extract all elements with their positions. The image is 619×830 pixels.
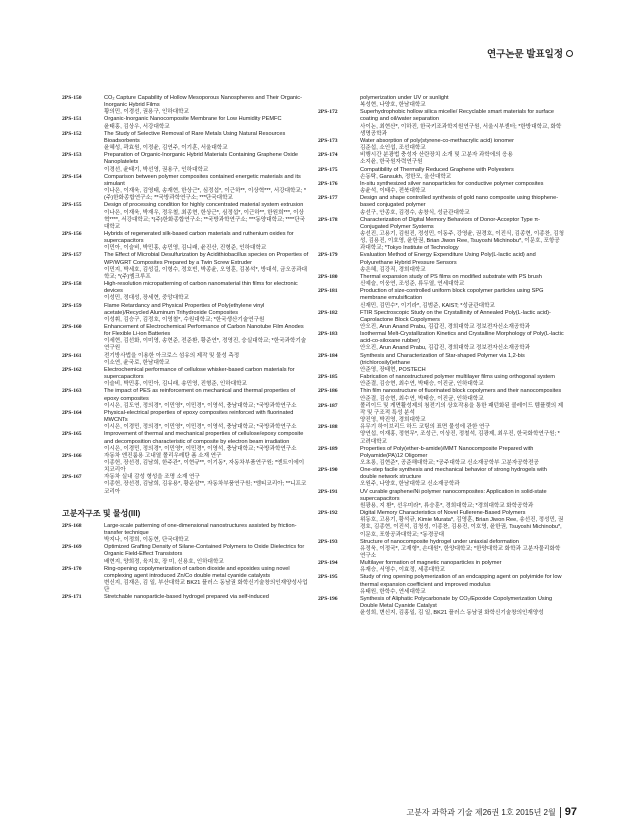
entry-id: 2PS-163 [62, 388, 82, 395]
entry-title: Thermal expansion study of PS films on modified substrate with PS brush [360, 273, 542, 280]
entry-authors: 이민아, 이슬비, 박민홍, 송민영, 김니래, 윤진산, 진형준, 인하대학교 [104, 245, 267, 252]
entry-authors: 이시은, 이경민, 정의경*, 이민영*, 이민경*, 이영석, 충남대학교; *국방과학연구소 [104, 424, 297, 431]
entry-title: High-resolution micropatterning of carbon nanomaterial thin films for electronic devices [104, 281, 298, 295]
entry-title: Thin film nanostructure of fluorinated block copolymers and their nanocomposites [360, 388, 562, 395]
program-entry [62, 131, 309, 152]
entry-title: UV curable graphene/Ni polymer nanocomposites: Application in solid-state supercapacitors [360, 488, 547, 502]
entry-id: 2PS-187 [318, 402, 338, 409]
entry-title: Stretchable nanoparticle-based hydrogel prepared via self-induced [104, 594, 269, 601]
entry-id: 2PS-174 [318, 152, 338, 159]
entry-body [360, 424, 565, 445]
entry-id: 2PS-193 [318, 538, 338, 545]
entry-authors: 이소연, 윤국로, 한남대학교 [104, 359, 170, 366]
program-entry [62, 453, 309, 474]
entry-authors: 신재민, 김민수*, 이기라*, 김범준, KAIST; *성균관대학교 [360, 302, 495, 309]
program-entry [318, 138, 565, 152]
left-entry-list-2 [62, 523, 309, 602]
entry-id: 2PS-164 [62, 409, 82, 416]
program-entry [318, 539, 565, 560]
entry-id: 2PS-172 [318, 109, 338, 116]
entry-authors: 오원주, 나양호, 한남대학교 신소재공학과 [360, 481, 460, 488]
program-entry [62, 353, 309, 367]
entry-id: 2PS-190 [318, 467, 338, 474]
program-entry [318, 424, 565, 445]
entry-body [360, 167, 565, 181]
entry-id: 2PS-192 [318, 510, 338, 517]
entry-title: Study of ring opening polymerization of an endcapping agent on polyimide for low thermal expansion coefficient and improved modulus [360, 574, 562, 588]
entry-authors: 안준결, 김승현, 최수연, 박태승, 이진균, 인하대학교 [360, 381, 484, 388]
entry-body [104, 231, 309, 252]
entry-title: 폴리이드 및 게면활성제의 첨전기의 상호작용을 통한 패턴화된 콜레이드 템플렛의 제작 및 구조적 특성 분석 [360, 402, 564, 416]
program-entry [62, 566, 309, 595]
entry-id: 2PS-196 [318, 595, 338, 602]
entry-id: 2PS-165 [62, 431, 82, 438]
entry-title: Properties of Poly(ether-b-amide)/MMT Nanocomposite Prepared with Polyamide(PA)12 Oligomer [360, 445, 534, 459]
entry-authors: 이민지, 박세호, 김성길, 이형수, 정호빈, 박종윤, 오영훈, 김봉석*, 방대석, 금오공과대학교; *(주)엠크루프 [104, 266, 308, 280]
program-entry [62, 594, 309, 601]
entry-title: Improvement of thermal and mechanical properties of cellulose/epoxy composite and decomposition characteristic of composite by electron beam irradiation [104, 431, 304, 445]
entry-authors: 윤혜성, 곽효원, 이정윤, 김연주, 이기훈, 서울대학교 [104, 145, 228, 152]
entry-id: 2PS-170 [62, 565, 82, 572]
entry-authors: 안준결, 김승현, 최수연, 박태승, 이진균, 인하대학교 [360, 395, 484, 402]
entry-title: Large-scale patterning of one-dimensional nanostructures assisted by friction-transfer technique [104, 522, 297, 536]
entry-authors: 이성민, 정대성, 장세현, 중앙대학교 [104, 295, 189, 302]
entry-id: 2PS-171 [62, 594, 82, 601]
entry-body [360, 446, 565, 467]
entry-title: Isothermal Melt-Crystallization Kinetics and Crystalline Morphology of Poly(L-lactic acid-co-siloxane rubber) [360, 331, 564, 345]
entry-id: 2PS-156 [62, 230, 82, 237]
entry-authors: 안오진, Arun Anand Prabu, 김갑진, 경희대학교 정보전자신소재공학과 [360, 345, 531, 352]
entry-title: Comparison between polymer composites contained energetic materials and its simulant [104, 173, 301, 187]
program-entry [318, 195, 565, 216]
entry-body [360, 181, 565, 195]
entry-id: 2PS-161 [62, 352, 82, 359]
entry-body [360, 195, 565, 216]
program-entry [62, 544, 309, 565]
entry-id: 2PS-188 [318, 424, 338, 431]
program-entry [62, 281, 309, 302]
entry-body [360, 510, 565, 539]
entry-id: 2PS-181 [318, 288, 338, 295]
entry-authors: 원광용, 지 환*, 선우미라*, 류승훈*, 경희대학교; *경희대학교 화학공학과 [360, 502, 534, 509]
entry-body [104, 303, 309, 324]
entry-body [104, 431, 309, 452]
entry-title: Compatibility of Thermally Reduced Graphene with Polyesters [360, 166, 514, 173]
program-entry [318, 596, 565, 617]
entry-id: 2PS-152 [62, 130, 82, 137]
circle-bullet-icon [566, 50, 573, 57]
entry-authors: 이종헌, 장선경, 김남희, 김유용*, 황운삼**, 자동차부품연구원; *엠티코리아; **니프코코리아 [104, 481, 307, 495]
program-entry [318, 95, 565, 109]
entry-authors: 유태원, 한학수, 연세대학교 [360, 588, 426, 595]
program-entry [318, 560, 565, 574]
entry-title: 유무기 하이브리드 하드 코팅의 표면 물성에 관한 연구 [360, 424, 490, 431]
entry-title: Preparation of Organic-Inorganic Hybrid Materials Containing Graphene Oxide Nanoplatelets [104, 152, 299, 166]
entry-body [104, 367, 309, 388]
entry-title: FTIR Spectroscopic Study on the Crystallinity of Annealed Poly(L-lactic acid)-Caprolactone Block Copolymers [360, 309, 551, 323]
entry-id: 2PS-180 [318, 273, 338, 280]
entry-authors: 손동탁, Gansukh, 정한모, 울산대학교 [360, 173, 452, 180]
entry-authors: 사이논, 최현산*, 이하진, 한국키조과학지원연구원, 서울시부센터; *한방대학교, 화학생명공학과 [360, 123, 562, 137]
left-entry-list [62, 95, 309, 496]
program-entry [62, 431, 309, 452]
entry-body [104, 594, 309, 601]
entry-body [360, 596, 565, 617]
entry-title: Evaluation Method of Energy Expenditure Using Poly(L-lactic acid) and Polyurethane Hybrid Pressure Sensors [360, 252, 536, 266]
entry-authors: 이나은, 이재욱, 김영태, 송재현, 한상근*, 심정섭*, 이근하**, 이상혁***, 서강대학교; *(주)한화종합연구소; **국방과학연구소; ***단국대학교 [104, 188, 307, 202]
entry-id: 2PS-155 [62, 202, 82, 209]
entry-authors: 이성휘, 김승구, 김정호, 이영철*, 수원대학교; *한국생산기술연구원 [104, 316, 265, 323]
entry-title: The Study of Selective Removal of Rare Metals Using Natural Resources Bioadsorbents [104, 130, 286, 144]
entry-body [360, 560, 565, 574]
entry-title: 전기방사법을 이용한 아크로스 섬유의 제작 및 물성 측정 [104, 352, 240, 359]
entry-authors: 배현지, 양희정, 육지호, 장 미, 신용호, 인하대학교 [104, 558, 224, 565]
entry-authors: 안오진, Arun Anand Prabu, 김갑진, 경희대학교 정보전자신소재공학과 [360, 324, 531, 330]
program-entry [62, 116, 309, 130]
entry-authors: 이세현, 김선화, 이미영, 송현준, 전준환, 황준연*, 정영진, 숭실대학교; *한국과학기술연구원 [104, 338, 307, 352]
program-entry [62, 388, 309, 409]
entry-id: 2PS-184 [318, 352, 338, 359]
entry-authors: 박지나, 이정희, 이동현, 단국대학교 [104, 537, 189, 544]
entry-id [318, 95, 360, 109]
program-entry [62, 324, 309, 353]
entry-id: 2PS-183 [318, 331, 338, 338]
entry-body [104, 566, 309, 595]
entry-authors: 송은혜, 김강직, 경희대학교 [360, 266, 426, 273]
program-entry [62, 367, 309, 388]
footer-divider [560, 807, 561, 818]
entry-body [104, 116, 309, 130]
program-entry [318, 288, 565, 309]
entry-authors: 송선진, 고용기, 김원진, 정성민, 이동주, 강영윤, 권경호, 이진식, 김종현, 이종찬, 김청성, 김용진, 이호영, 윤한권, Brian Jiwon Ree, Tsuyoshi Michinobu*, 이문호, 포항공과대학교; *Tokyo Institute of Technology [360, 230, 564, 252]
entry-authors: 오초롱, 김현준*, 공준해대학교; *공주대학교 신소재공학부 고분자공학전공 [360, 459, 539, 466]
entry-title: 비행시간 분광법 충성자 산란장치 소개 및 고분자 과학에의 응용 [360, 152, 513, 159]
entry-body [360, 331, 565, 352]
entry-title: Physical-electrical properties of epoxy composites reinforced with fluorinated MWCNTs [104, 409, 294, 424]
entry-authors: 유재승, 서영수, 이효정, 세종대학교 [360, 567, 445, 574]
program-entry [318, 374, 565, 388]
entry-id: 2PS-177 [318, 195, 338, 202]
entry-authors: 양진영, 박진영, 경희대학교 [360, 417, 426, 424]
entry-title: Ring-opening copolymerization of carbon dioxide and epoxides using novel complexing agent introduced Zn/Co double metal cyanide catalysts [104, 565, 290, 579]
program-entry [62, 174, 309, 203]
entry-id: 2PS-166 [62, 452, 82, 459]
program-entry [62, 410, 309, 431]
entry-id: 2PS-191 [318, 488, 338, 495]
entry-title: In-situ synthesized silver nanoparticles for conductive polymer composites [360, 180, 544, 187]
entry-title: Synthesis of Aliphatic Polycarbonate by CO₂/Epoxide Copolymerization Using Double Metal Cyanide Catalyst [360, 595, 553, 610]
entry-body [360, 138, 565, 152]
entry-authors: 이나은, 이재욱, 박재우, 정우철, 최종현, 한상근*, 심정섭*, 이근하**, 한원희***, 이상혁****, 서강대학교; *(주)한화종합연구소; **국방과학연구소; ***동양대학교; ****단국대학교 [104, 209, 306, 230]
entry-id: 2PS-194 [318, 560, 338, 567]
entry-title: Production of size-controlled uniform block copolymer particles using SPG membrane emulsification [360, 288, 544, 302]
program-entry [318, 152, 565, 166]
entry-body [360, 467, 565, 488]
entry-title: Optimized Grafting Density of Silane-Contained Polymers to Oxide Dielectrics for Organic Field-Effect Transistors [104, 544, 305, 558]
entry-title: Multilayer formation of magnetic nanoparticles in polymer [360, 560, 502, 567]
entry-authors: 안준영, 장태현, POSTECH [360, 366, 426, 373]
entry-body [360, 574, 565, 595]
entry-id: 2PS-179 [318, 252, 338, 259]
program-entry [62, 152, 309, 173]
header-title: 연구논문 발표일정 [486, 49, 563, 60]
entry-title: The Effect of Microbial Desulfurization by Acidithiobacillus species on Properties of WP/WGRT Composites Prepared by a Twin Screw Extruder [104, 252, 309, 266]
entry-authors: 이시은, 이경민, 정의경*, 이민영*, 이민경*, 이영석, 충남대학교; *국방과학연구소 [104, 445, 297, 452]
entry-title: Characterization of Digital Memory Behaviors of Donor-Acceptor Type π-Conjugated Polymer Systems [360, 216, 541, 230]
entry-authors: 송윤석, 이태수, 전북대학교 [360, 188, 426, 195]
entry-authors: 황의민, 이경선, 권용구, 인하대학교 [104, 109, 189, 116]
entry-body [360, 403, 565, 424]
program-entry [318, 274, 565, 288]
program-entry [318, 574, 565, 595]
program-entry [318, 489, 565, 510]
program-entry [318, 167, 565, 181]
entry-id: 2PS-153 [62, 152, 82, 159]
entry-title: Enhancement of Electrochemical Performance of Carbon Nanotube Film Anodes for Flexible Li-ion Batteries [104, 324, 304, 338]
entry-body [360, 152, 565, 166]
entry-body [360, 288, 565, 309]
entry-body [360, 374, 565, 388]
entry-id: 2PS-176 [318, 180, 338, 187]
entry-title: The impact of PES as reinforcement on mechanical and thermal properties of epoxy composites [104, 388, 296, 402]
entry-body [360, 217, 565, 253]
program-entry [62, 231, 309, 252]
entry-body [104, 174, 309, 203]
program-entry [62, 202, 309, 231]
entry-id: 2PS-175 [318, 166, 338, 173]
entry-authors: 이시은, 김도연, 정의경*, 이민영*, 이민경*, 이영석, 충남대학교; *국방과학연구소 [104, 402, 297, 409]
entry-id: 2PS-160 [62, 324, 82, 330]
entry-id: 2PS-151 [62, 116, 82, 123]
program-entry [318, 310, 565, 331]
entry-body [360, 252, 565, 273]
entry-id: 2PS-185 [318, 374, 338, 381]
entry-body [360, 353, 565, 374]
entry-body [104, 474, 309, 495]
entry-body [360, 489, 565, 510]
entry-authors: 신예슬, 이웅연, 조성준, 류두열, 연세대학교 [360, 281, 465, 288]
page-number: 97 [564, 806, 577, 818]
entry-body [104, 324, 309, 353]
entry-title: 자동차 실내 감성 형성을 조명 소재 연구 [104, 474, 200, 481]
entry-authors: 이종헌, 장선경, 김남희, 한주관*, 이현규**, 이기동*, 자동차부품연구원; *엔트이에이치코리아 [104, 459, 305, 474]
entry-title: Digital Memory Characteristics of Novel Fullerene-Based Polymers [360, 510, 526, 517]
entry-authors: 윤성희, 변신지, 김홍일, 김 일, BK21 플러스 동남권 화학신기술창의인재양성 [360, 610, 544, 617]
entry-body [104, 131, 309, 152]
program-entry [62, 303, 309, 324]
program-entry [318, 446, 565, 467]
entry-authors: 김준섭, 소인섭, 조선대학교 [360, 145, 426, 152]
entry-title: polymerization under UV or sunlight [360, 95, 449, 101]
program-entry [318, 109, 565, 138]
entry-id: 2PS-186 [318, 388, 338, 395]
entry-id: 2PS-154 [62, 173, 82, 180]
entry-id: 2PS-189 [318, 445, 338, 452]
entry-title: Design and shape controlled synthesis of gold nano composite using thiophene-based conjugated polymer [360, 195, 559, 209]
entry-title: Water absorption of poly(styrene-co-methacrylic acid) ionomer [360, 137, 514, 144]
entry-id: 2PS-167 [62, 474, 82, 481]
program-entry [318, 353, 565, 374]
entry-authors: 양연섭, 이재홍, 정현무*, 조성근, 이상진, 정철석, 김광제, 최우진, 한국화학연구원; *고려대학교 [360, 431, 560, 445]
entry-title: Hybrids of regenerated silk-based carbon materials and ruthenium oxides for supercapacitors [104, 230, 294, 245]
program-entry [318, 403, 565, 424]
entry-body [360, 388, 565, 402]
entry-body [104, 453, 309, 474]
entry-id: 2PS-169 [62, 544, 82, 551]
entry-title: Synthesis and Characterization of Star-shaped Polymer via 1,2-bis (trichlorosilyl)ethane [360, 352, 525, 366]
entry-body [104, 152, 309, 173]
right-column [318, 95, 565, 617]
entry-body [360, 109, 565, 138]
entry-body [360, 274, 565, 288]
entry-id: 2PS-157 [62, 252, 82, 259]
entry-body [104, 410, 309, 431]
entry-title: One-step facile synthesis and mechanical behavior of strong hydrogels with double network structure [360, 467, 547, 481]
entry-body [104, 281, 309, 302]
entry-body [104, 95, 309, 116]
entry-title: Fabrication of nanostructured polymer multilayer films using orthogonal system [360, 374, 555, 381]
program-entry [318, 388, 565, 402]
entry-body [104, 202, 309, 231]
entry-authors: 소지윤, 한국원자력연구원 [360, 159, 423, 166]
entry-authors: 위동호, 고용기, 황석규, Kimie Murata*, 김영훈, Brian Jiwon Ree, 송선진, 정성민, 권경호, 김종현, 이진석, 김청성, 이종찬, 김용진, 이호영, 윤한권, Tsuyoshi Michinobu*, 이문호, 포항공과대학교; *동경공대 [360, 517, 564, 538]
entry-id: 2PS-182 [318, 309, 338, 316]
left-column [62, 95, 309, 601]
entry-title: Electrochemical performance of cellulose whisker-based carbon materials for supercapacitors [104, 366, 295, 381]
entry-body [360, 310, 565, 331]
entry-id: 2PS-162 [62, 366, 82, 373]
program-entry [318, 252, 565, 273]
entry-id: 2PS-159 [62, 302, 82, 309]
entry-authors: 윤태홍, 김상우, 서강대학교 [104, 123, 170, 130]
program-entry [62, 252, 309, 281]
entry-id: 2PS-173 [318, 137, 338, 144]
footer-journal: 고분자 과학과 기술 제26권 1호 2015년 2월 [406, 807, 556, 817]
entry-authors: 송선구, 안종호, 김경수, 송창식, 성균관대학교 [360, 209, 470, 216]
entry-body [104, 523, 309, 544]
page-header [487, 46, 573, 60]
session-title: 고분자구조 및 물성(III) [62, 508, 141, 518]
entry-body [104, 353, 309, 367]
program-entry [62, 95, 309, 116]
entry-body [360, 539, 565, 560]
program-entry [318, 217, 565, 253]
program-entry [318, 467, 565, 488]
right-entry-list [318, 95, 565, 617]
entry-title: Flame Retardancy and Physical Properties of Poly(ethylene vinyl acetate)/Recycled Aluminum Trihydroxide Composites [104, 302, 265, 316]
entry-id: 2PS-158 [62, 281, 82, 288]
page-footer [406, 806, 577, 818]
program-entry [318, 510, 565, 539]
entry-authors: 이경선, 윤태기, 박선영, 권용구, 인하대학교 [104, 166, 209, 173]
program-entry [318, 331, 565, 352]
entry-id: 2PS-150 [62, 95, 82, 101]
entry-authors: 변신지, 김재은, 김 일, 부산대학교 BK21 플러스 동남권 화학신기술창의인재양성사업단 [104, 580, 308, 594]
entry-title: Superhydrophobic hollow silica micelle/ Recyclable smart materials for surface coating and oil/water separation [360, 109, 554, 123]
program-entry [62, 474, 309, 495]
program-entry [62, 523, 309, 544]
entry-title: CO₂ Capture Capability of Hollow Mesoporous Nanospheres and Their Organic-Inorganic Hybrid Films [104, 95, 302, 109]
entry-body [104, 544, 309, 565]
entry-id: 2PS-178 [318, 216, 338, 223]
entry-title: 자동차 엔진룸용 고내열 폴리우레탄 폼 소재 연구 [104, 452, 222, 459]
entry-title: Organic-Inorganic Nanocomposite Membrane for Low Humidity PEMFC [104, 116, 282, 123]
program-entry [318, 181, 565, 195]
entry-authors: 유정욱, 이정국*, 고재형*, 손대원*, 한양대학교; *한양대학교 화학과 고분자물리화학연구소 [360, 545, 561, 559]
entry-body [104, 252, 309, 281]
entry-body [360, 95, 565, 109]
entry-authors: 이슬비, 박민홍, 이민아, 김니래, 송민영, 진형준, 인하대학교 [104, 381, 247, 388]
entry-authors: 복성현, 나양호, 한남대학교 [360, 102, 426, 109]
entry-id: 2PS-168 [62, 522, 82, 529]
entry-id: 2PS-195 [318, 574, 338, 581]
entry-title: Design of processing condition for highly concentrated material system extrusion [104, 202, 304, 209]
entry-body [104, 388, 309, 409]
entry-title: Structure of nanocomposite hydrogel under uniaxial deformation [360, 538, 519, 545]
